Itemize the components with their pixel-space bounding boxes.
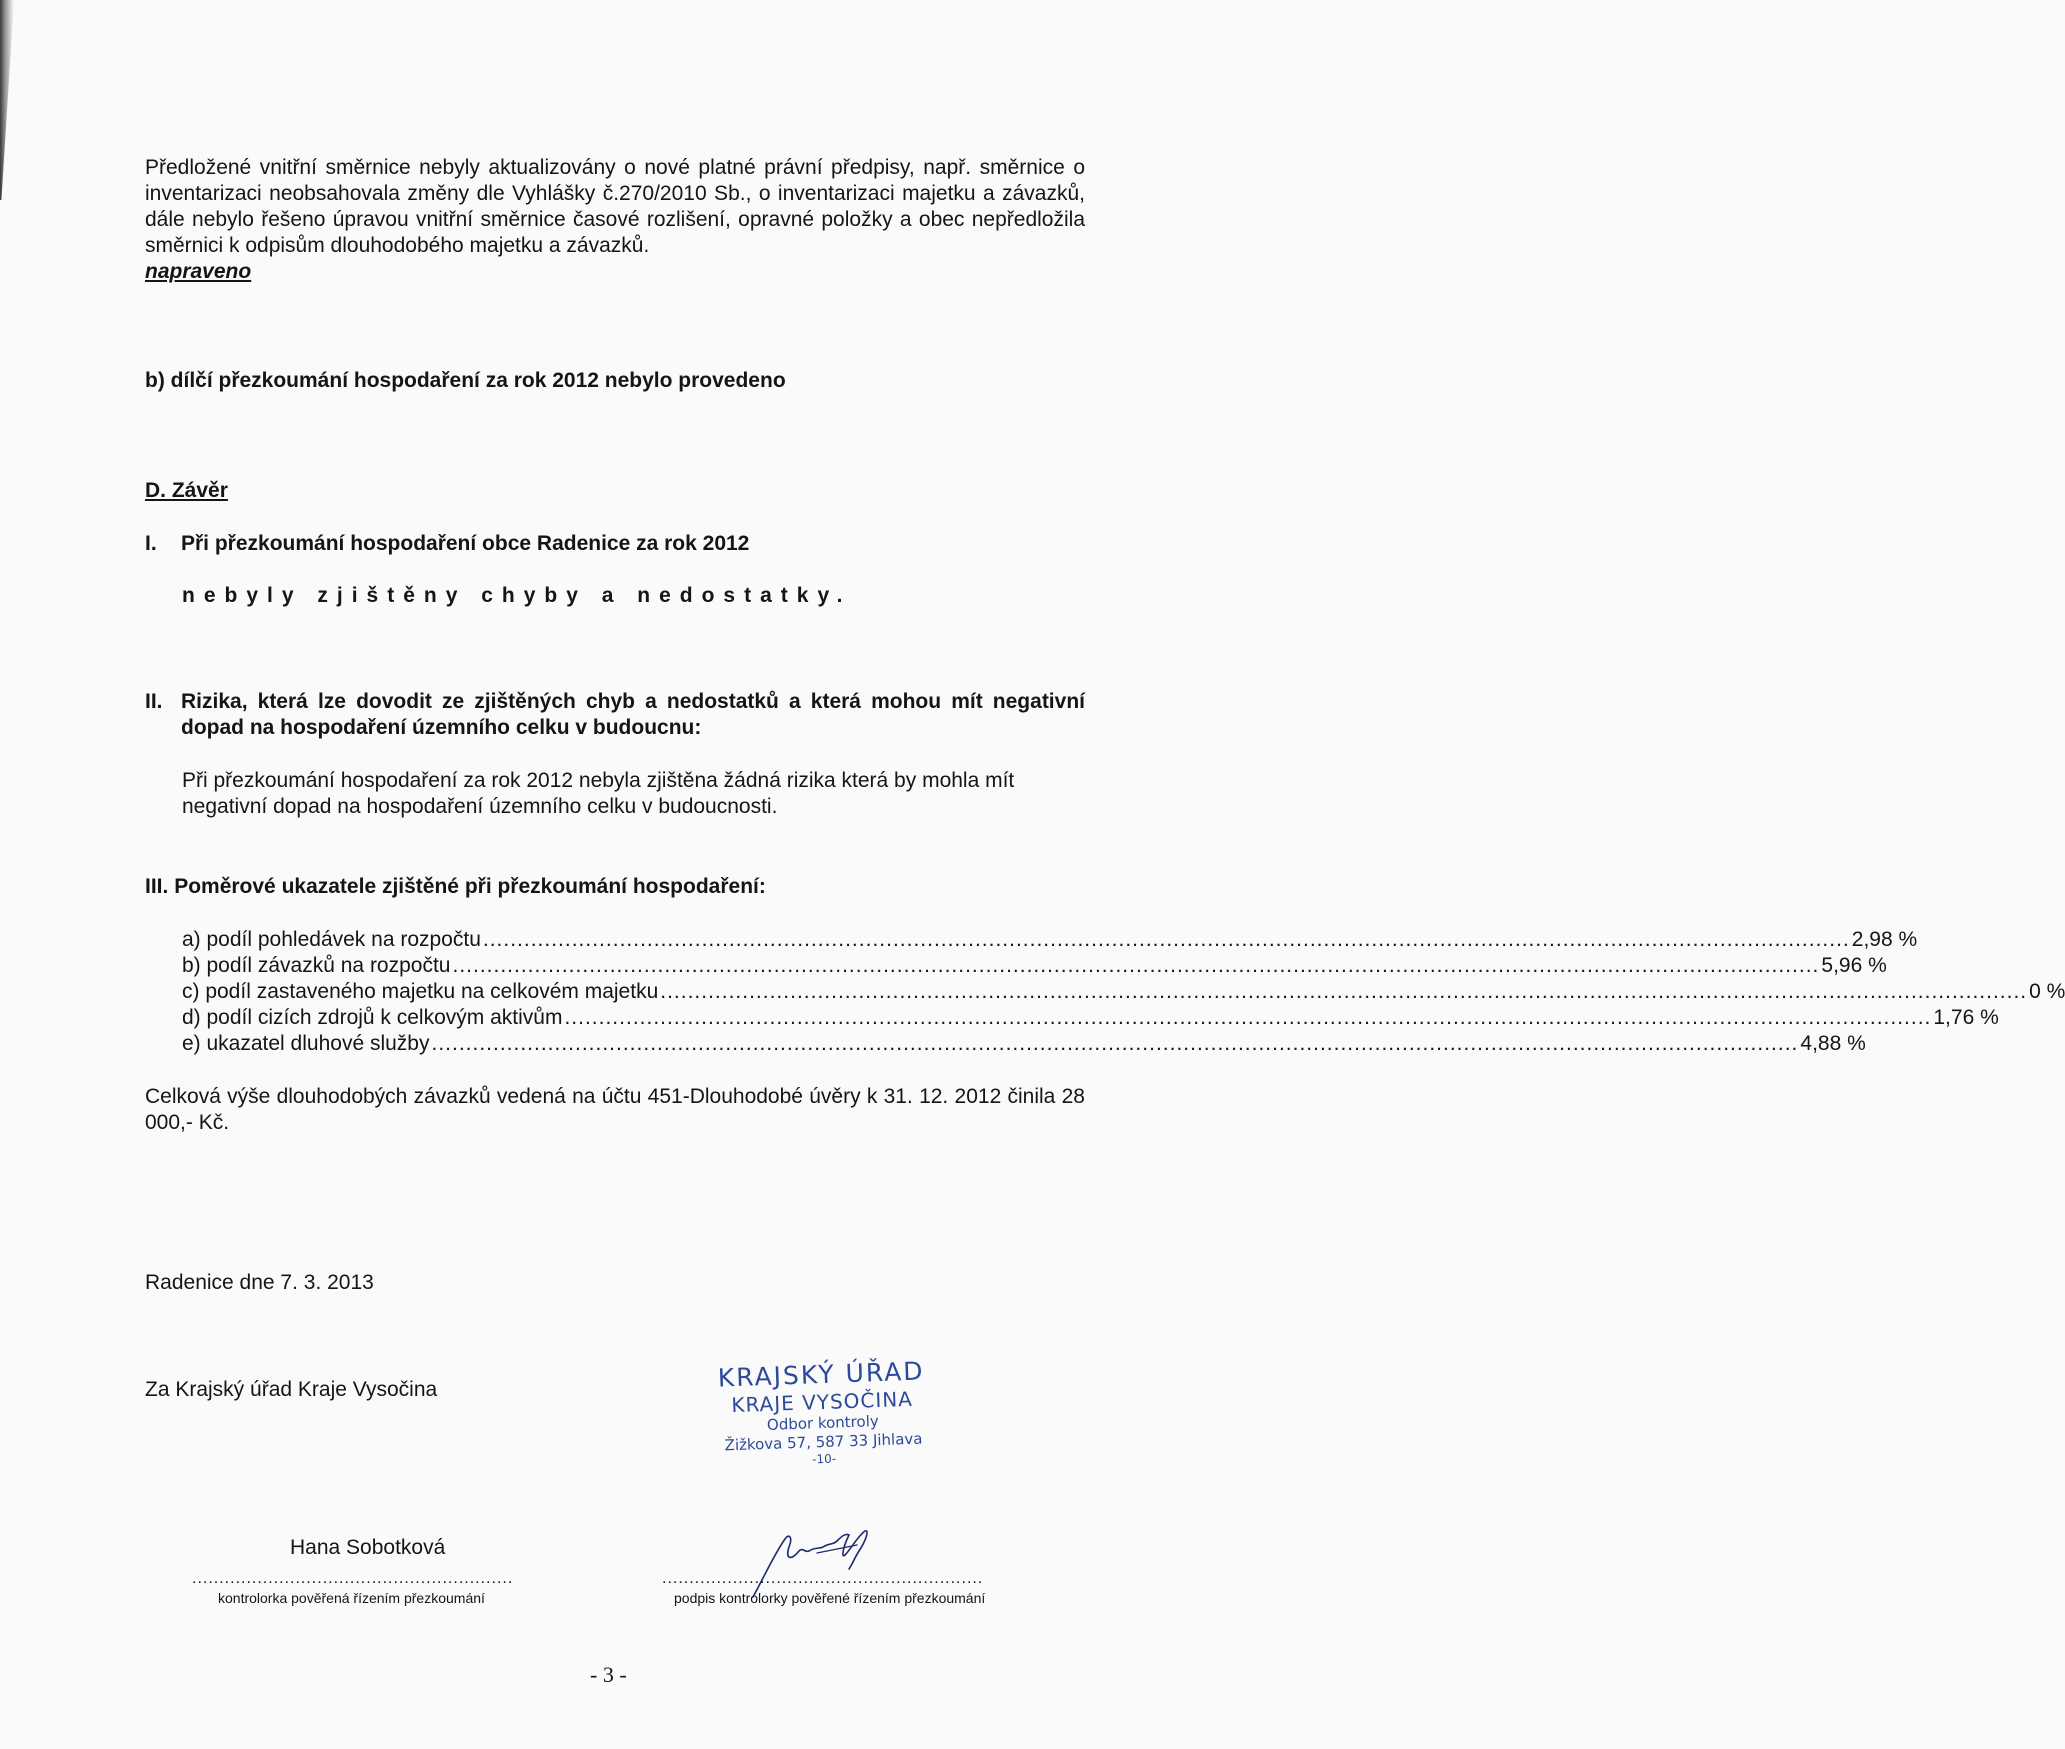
ratio-label: e) ukazatel dluhové služby	[182, 1032, 430, 1055]
ratio-leader-dots: ........................................................................................................................................................................................................	[564, 1006, 1932, 1029]
ratio-leader-dots: ........................................................................................................................................................................................................	[482, 928, 1850, 951]
finding-1-title: Při přezkoumání hospodaření obce Radenice za rok 2012	[181, 532, 750, 555]
ratio-label: a) podíl pohledávek na rozpočtu	[182, 928, 481, 951]
handwritten-signature	[745, 1525, 930, 1605]
office-stamp	[698, 1356, 947, 1470]
ratio-value: 2,98 %	[1851, 928, 1918, 951]
ratio-row	[182, 1031, 1866, 1057]
ratio-row	[182, 953, 1887, 979]
ratio-value: 5,96 %	[1821, 954, 1887, 977]
paragraph-directives: Předložené vnitřní směrnice nebyly aktualizovány o nové platné právní předpisy, např. směrnice o inventarizaci neobsahovala změny dle Vyhlášky č.270/2010 Sb., o inventarizaci majetku a závazků, dále nebylo řešeno úpravou vnitřní směrnice časové rozlišení, opravné položky a obec nepředložila směrnici k odpisům dlouhodobého majetku a závazků.	[145, 156, 1085, 257]
finding-3-number: III.	[145, 875, 169, 898]
ratio-leader-dots: ........................................................................................................................................................................................................	[431, 1032, 1799, 1055]
finding-1-heading	[145, 531, 749, 557]
stamp-line-3: Odbor kontroly	[766, 1412, 880, 1434]
remedied-label: napraveno	[145, 260, 252, 283]
caption-right: podpis kontrolorky pověřené řízením přezkoumání	[674, 1590, 986, 1606]
ratio-label: d) podíl cizích zdrojů k celkovým aktivům	[182, 1006, 563, 1029]
finding-1-number: I.	[145, 532, 157, 555]
scan-edge-shadow	[0, 0, 14, 200]
ratio-label: c) podíl zastaveného majetku na celkovém majetku	[182, 980, 659, 1003]
ratio-leader-dots: ........................................................................................................................................................................................................	[660, 980, 2028, 1003]
ratio-row	[182, 979, 2065, 1005]
stamp-line-2: KRAJE VYSOČINA	[730, 1386, 914, 1418]
page-number: - 3 -	[590, 1662, 627, 1687]
finding-2-number: II.	[145, 690, 163, 713]
inspector-name: Hana Sobotková	[290, 1536, 446, 1559]
finding-2-heading	[145, 689, 1085, 741]
ratio-label: b) podíl závazků na rozpočtu	[182, 954, 451, 977]
finding-3-heading	[145, 874, 766, 900]
finding-2-text: Při přezkoumání hospodaření za rok 2012 nebyla zjištěna žádná rizika která by mohla mít negativní dopad na hospodaření územního celku v budoucnosti.	[182, 769, 1015, 818]
stamp-line-1: KRAJSKÝ ÚŘAD	[717, 1356, 926, 1393]
section-b-heading: b) dílčí přezkoumání hospodaření za rok 2012 nebylo provedeno	[145, 369, 786, 392]
ratio-leader-dots: ........................................................................................................................................................................................................	[452, 954, 1820, 977]
finding-3-title: Poměrové ukazatele zjištěné při přezkoumání hospodaření:	[174, 875, 766, 898]
remedied-note	[145, 259, 1085, 285]
finding-2-title: Rizika, která lze dovodit ze zjištěných chyb a nedostatků a která mohou mít negativní dopad na hospodaření územního celku v budoucnu:	[181, 690, 1085, 739]
ratio-value: 1,76 %	[1933, 1006, 1999, 1029]
liabilities-paragraph: Celková výše dlouhodobých závazků vedená na účtu 451-Dlouhodobé úvěry k 31. 12. 2012 činila 28 000,- Kč.	[145, 1085, 1085, 1134]
signature-line-left: ...........................................................	[192, 1570, 514, 1587]
section-d-heading: D. Závěr	[145, 479, 228, 502]
ratios-list	[182, 927, 2065, 1057]
place-date: Radenice dne 7. 3. 2013	[145, 1271, 374, 1294]
ratio-value: 4,88 %	[1800, 1032, 1866, 1055]
stamp-line-5: -10-	[811, 1451, 837, 1467]
signature-line-right: ...........................................................	[662, 1570, 984, 1587]
authority-line: Za Krajský úřad Kraje Vysočina	[145, 1378, 438, 1401]
ratio-value: 0 %	[2029, 980, 2065, 1003]
ratio-row	[182, 927, 1918, 953]
caption-left: kontrolorka pověřená řízením přezkoumání	[218, 1590, 485, 1606]
finding-1-result: nebyly zjištěny chyby a nedostatky.	[182, 584, 852, 607]
stamp-line-4: Žižkova 57, 587 33 Jihlava	[724, 1429, 923, 1455]
ratio-row	[182, 1005, 1999, 1031]
